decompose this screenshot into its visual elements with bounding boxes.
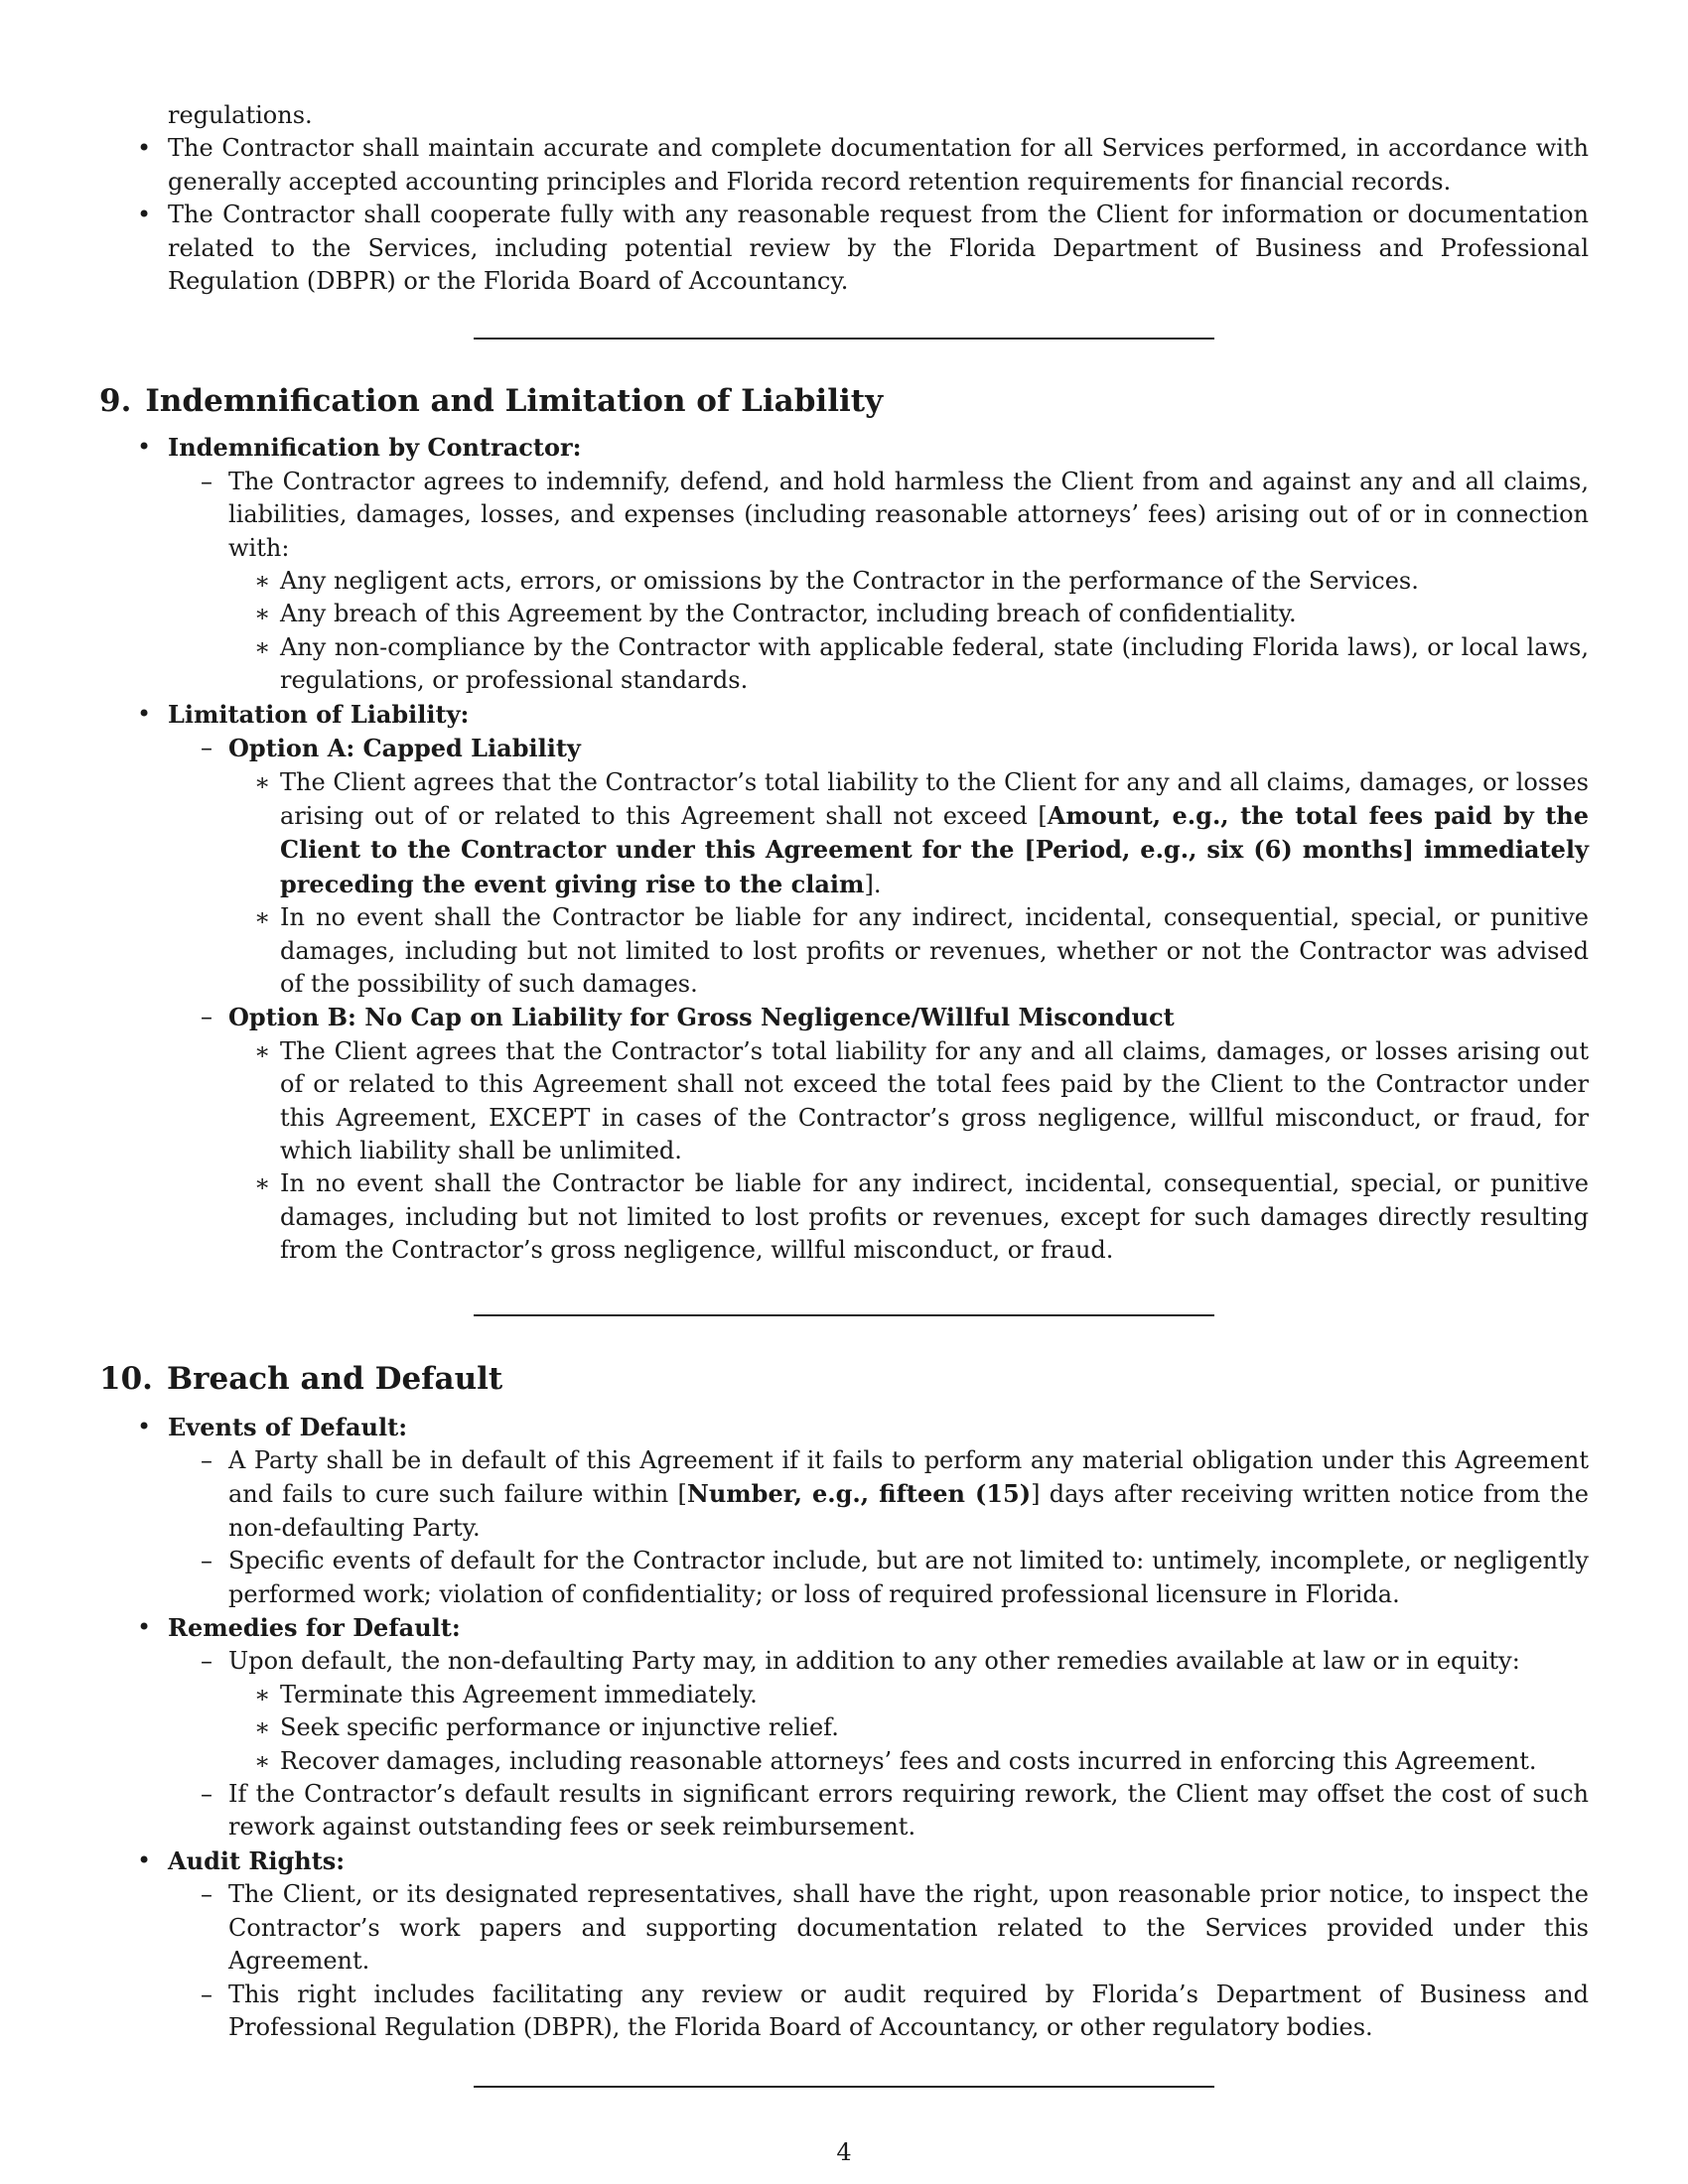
section-title: Breach and Default [166,1360,503,1397]
option-a [168,732,1589,1001]
list-item [168,1645,1589,1778]
indemnification-item [99,431,1589,697]
list-item [168,466,1589,698]
section-divider [474,2086,1214,2088]
text-run: ] days after receiving written notice from the non-defaulting Party. [228,1480,1589,1542]
item-heading: Events of Default: [168,1412,408,1441]
list-item: ∗ Any non-compliance by the Contractor with applicable federal, state (including Florida laws), or local laws, regulations, or professional standards. [228,631,1589,698]
list-item: ∗ Any negligent acts, errors, or omissions by the Contractor in the performance of the Services. [228,565,1589,598]
list-item: – The Client, or its designated representatives, shall have the right, upon reasonable prior notice, to inspect the Contractor’s work papers and supporting documentation related to the Services provided under this Agreement. [168,1878,1589,1978]
list-item: – Specific events of default for the Contractor include, but are not limited to: untimely, incomplete, or negligently performed work; violation of confidentiality; or loss of required professional licensure in Florida. [168,1545,1589,1611]
section-number: 10. [99,1360,153,1397]
section-divider [474,338,1214,340]
item-heading: Limitation of Liability: [168,699,470,729]
list-item: ∗ The Client agrees that the Contractor’s total liability for any and all claims, damages, or losses arising out of or related to this Agreement shall not exceed the total fees paid by the Client to the Contractor under this Agreement, EXCEPT in cases of the Contractor’s gross negligence, willful misconduct, or fraud, for which liability shall be unlimited. [228,1035,1589,1168]
list-item [168,1444,1589,1545]
list-item: ∗ In no event shall the Contractor be liable for any indirect, incidental, consequential, special, or punitive damages, including but not limited to lost profits or revenues, whether or not the Contractor was advised of the possibility of such damages. [228,901,1589,1001]
text-run: ]. [864,870,882,898]
text-run: The Client agrees that the Contractor’s total liability to the Client for any and all claims, damages, or losses arising out of or related to this Agreement shall not exceed [ [280,767,1589,830]
placeholder-text: Number, e.g., fifteen (15) [686,1479,1032,1509]
section-title: Indemnification and Limitation of Liability [145,383,884,420]
page-number: 4 [836,2138,852,2166]
placeholder-text: Amount, e.g., the total fees paid by the Client to the Contractor under this Agreement for the [Period, e.g., six (6) months] immediately preceding the event giving rise to the claim [280,800,1589,898]
recordkeeping-list [99,132,1589,298]
list-item: ∗ Recover damages, including reasonable attorneys’ fees and costs incurred in enforcing this Agreement. [228,1745,1589,1778]
list-item: ∗ Terminate this Agreement immediately. [228,1679,1589,1711]
list-item: – This right includes facilitating any review or audit required by Florida’s Department of Business and Professional Regulation (DBPR), the Florida Board of Accountancy, or other regulatory bodies. [168,1979,1589,2045]
page-content [99,99,1589,2088]
list-item: • The Contractor shall maintain accurate and complete documentation for all Services performed, in accordance with generally accepted accounting principles and Florida record retention requirements for financial records. [99,132,1589,199]
section-9-list [99,431,1589,1267]
section-number: 9. [99,383,132,420]
events-of-default-item [99,1411,1589,1611]
list-item: ∗ Seek specific performance or injunctive relief. [228,1711,1589,1744]
option-heading: Option A: Capped Liability [228,734,581,763]
item-heading: Remedies for Default: [168,1613,461,1643]
list-item [228,766,1589,902]
remedies-item [99,1611,1589,1844]
section-heading-10 [99,1359,1589,1399]
list-item: • The Contractor shall cooperate fully with any reasonable request from the Client for information or documentation related to the Services, including potential review by the Florida Department of Business and Professional Regulation (DBPR) or the Florida Board of Accountancy. [99,199,1589,298]
item-text: The Contractor agrees to indemnify, defend, and hold harmless the Client from and against any and all claims, liabilities, damages, losses, and expenses (including reasonable attorneys’ fees) arising out of or in connection with: [228,467,1589,562]
item-text: Upon default, the non-defaulting Party may, in addition to any other remedies available at law or in equity: [228,1647,1520,1676]
list-item: – If the Contractor’s default results in significant errors requiring rework, the Client may offset the cost of such rework against outstanding fees or seek reimbursement. [168,1778,1589,1844]
audit-rights-item [99,1844,1589,2044]
section-heading-9 [99,381,1589,421]
text-run: A Party shall be in default of this Agreement if it fails to perform any material obligation under this Agreement and fails to cure such failure within [ [228,1446,1589,1509]
section-divider [474,1314,1214,1316]
item-heading: Audit Rights: [168,1845,346,1875]
section-10-list [99,1411,1589,2045]
continuation-text: regulations. [168,101,313,129]
item-heading: Indemnification by Contractor: [168,433,582,463]
option-heading: Option B: No Cap on Liability for Gross Negligence/Willful Misconduct [228,1003,1175,1032]
list-item: ∗ Any breach of this Agreement by the Contractor, including breach of confidentiality. [228,598,1589,630]
list-item: ∗ In no event shall the Contractor be liable for any indirect, incidental, consequential, special, or punitive damages, including but not limited to lost profits or revenues, except for such damages directly resulting from the Contractor’s gross negligence, willful misconduct, or fraud. [228,1167,1589,1267]
option-b [168,1001,1589,1267]
limitation-item [99,698,1589,1268]
